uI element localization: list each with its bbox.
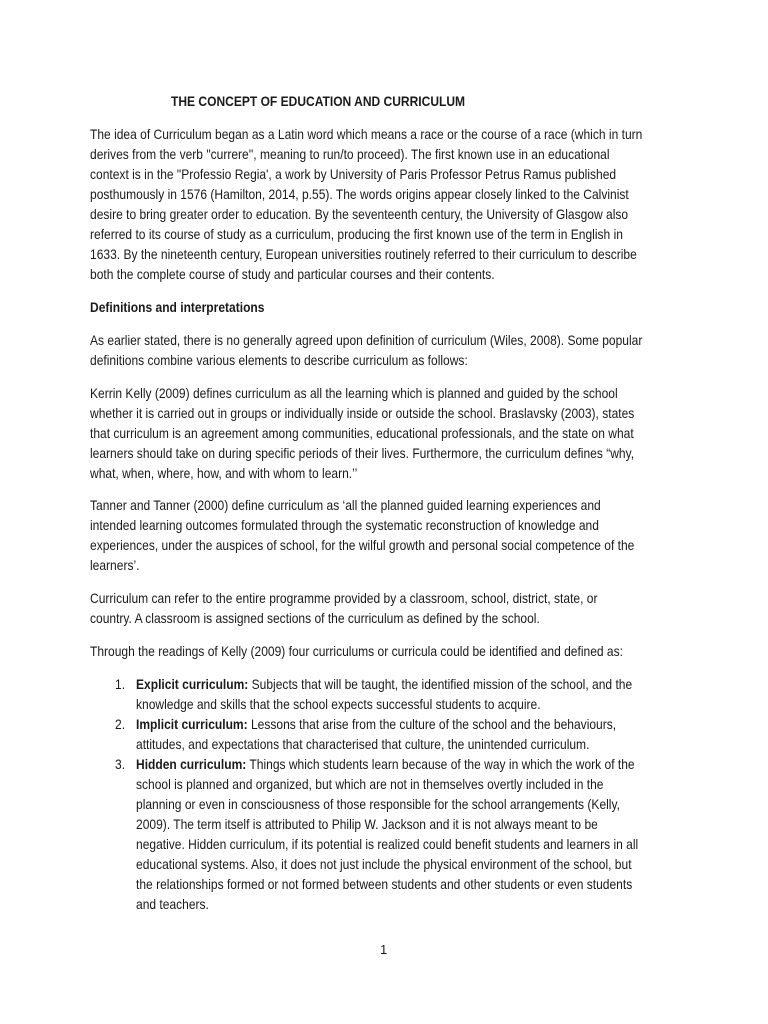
text-line: experiences, under the auspices of school, for the wilful growth and personal social competence of the (90, 538, 635, 553)
list-number: 3. (115, 757, 126, 772)
list-text: Things which students learn because of the way in which the work of the (246, 757, 635, 772)
paragraph-readings (90, 642, 692, 662)
paragraph-kelly (90, 384, 705, 484)
list-first-line (136, 675, 632, 695)
paragraph-definitions-intro (90, 331, 714, 371)
paragraph-programme (90, 589, 663, 629)
text-line: and teachers. (136, 897, 209, 912)
list-text: Lessons that arise from the culture of the school and the behaviours, (247, 717, 617, 732)
text-line: negative. Hidden curriculum, if its potential is realized could benefit students and learners in all (136, 837, 639, 852)
text-line: the relationships formed or not formed between students and other students or even students (136, 877, 633, 892)
text-line: 2009). The term itself is attributed to Philip W. Jackson and it is not always meant to be (136, 817, 598, 832)
text-line: both the complete course of study and particular courses and their contents. (90, 267, 495, 282)
list-text: Subjects that will be taught, the identified mission of the school, and the (248, 677, 633, 692)
text-line: intended learning outcomes formulated through the systematic reconstruction of knowledge and (90, 518, 599, 533)
text-line: posthumously in 1576 (Hamilton, 2014, p.55). The words origins appear closely linked to the Calvinist (90, 187, 629, 202)
list-label: Implicit curriculum: (136, 717, 248, 732)
text-line: knowledge and skills that the school expects successful students to acquire. (136, 697, 541, 712)
text-line: derives from the verb "currere'', meaning to run/to proceed). The first known use in an educational (90, 147, 610, 162)
list-number: 1. (115, 677, 126, 692)
text-line: referred to its course of study as a curriculum, producing the first known use of the term in English in (90, 227, 623, 242)
section-heading: Definitions and interpretations (90, 300, 265, 315)
text-line: planning or even in consciousness of those responsible for the school arrangements (Kelly, (136, 797, 620, 812)
document-title: THE CONCEPT OF EDUCATION AND CURRICULUM (171, 94, 466, 109)
paragraph-tanner (90, 496, 705, 576)
page-number: 1 (380, 942, 388, 957)
text-line: that curriculum is an agreement among communities, educational professionals, and the state on what (90, 426, 634, 441)
text-line: learners’. (90, 558, 140, 573)
text-line: country. A classroom is assigned sections of the curriculum as defined by the school. (90, 611, 540, 626)
list-label: Explicit curriculum: (136, 677, 249, 692)
list-first-line (136, 755, 638, 775)
text-line: As earlier stated, there is no generally agreed upon definition of curriculum (Wiles, 2008). Some popular (90, 333, 643, 348)
text-line: The idea of Curriculum began as a Latin word which means a race or the course of a race (which in turn (90, 127, 643, 142)
text-line: attitudes, and expectations that characterised that culture, the unintended curriculum. (136, 737, 590, 752)
list-number: 2. (115, 717, 126, 732)
text-line: 1633. By the nineteenth century, European universities routinely referred to their curriculum to describe (90, 247, 637, 262)
text-line: definitions combine various elements to describe curriculum as follows: (90, 353, 468, 368)
text-line: what, when, where, how, and with whom to learn.’’ (90, 466, 358, 481)
text-line: learners should take on during specific periods of their lives. Furthermore, the curriculum defines “why, (90, 446, 635, 461)
list-first-line (136, 715, 616, 735)
text-line: educational systems. Also, it does not just include the physical environment of the school, but (136, 857, 632, 872)
text-line: Tanner and Tanner (2000) define curriculum as ‘all the planned guided learning experiences and (90, 498, 601, 513)
paragraph-origin (90, 125, 714, 285)
text-line: whether it is carried out in groups or individually inside or outside the school. Braslavsky (2003), states (90, 406, 635, 421)
text-line: desire to bring greater order to education. By the seventeenth century, the University of Glasgow also (90, 207, 629, 222)
text-line: context is in the "Professio Regia', a work by University of Paris Professor Petrus Ramus published (90, 167, 617, 182)
text-line: Curriculum can refer to the entire programme provided by a classroom, school, district, state, or (90, 591, 598, 606)
text-line: Through the readings of Kelly (2009) four curriculums or curricula could be identified and defined as: (90, 644, 623, 659)
text-line: school is planned and organized, but which are not in themselves overtly included in the (136, 777, 604, 792)
text-line: Kerrin Kelly (2009) defines curriculum as all the learning which is planned and guided by the school (90, 386, 618, 401)
list-label: Hidden curriculum: (136, 757, 247, 772)
